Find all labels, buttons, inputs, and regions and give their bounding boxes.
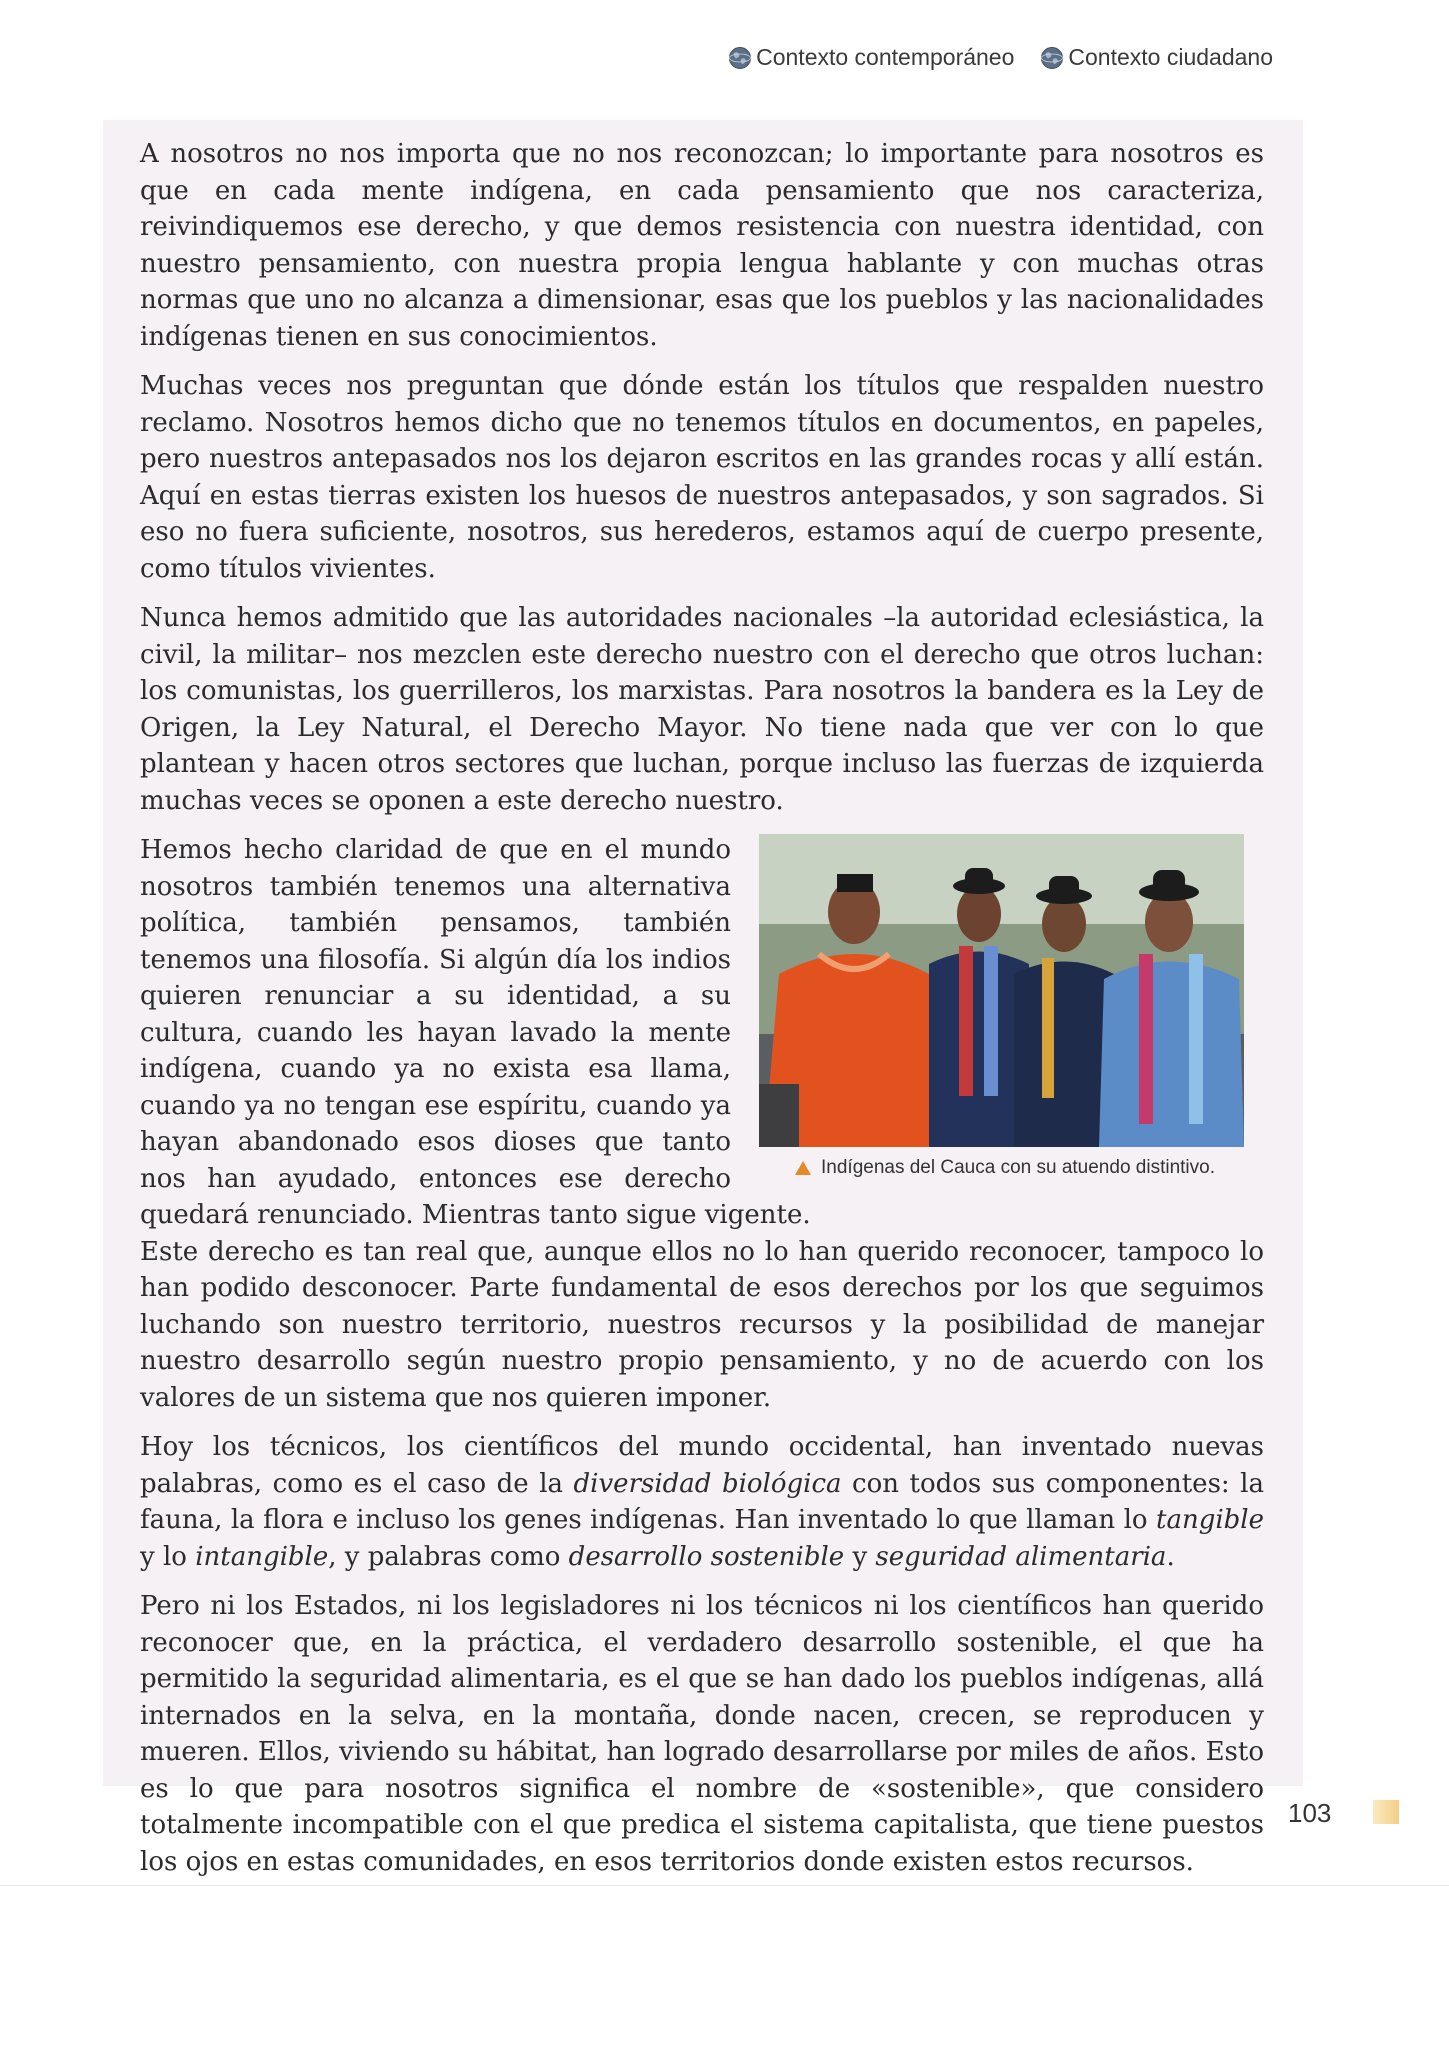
italic-term: seguridad alimentaria bbox=[875, 1541, 1167, 1572]
italic-term: desarrollo sostenible bbox=[568, 1541, 845, 1572]
header-item-contemporaneo bbox=[728, 44, 1014, 71]
header-item-ciudadano bbox=[1040, 44, 1273, 71]
paragraph-4: Hemos hecho claridad de que en el mundo nosotros también tenemos una alternativa política, también pensamos, también tenemos una filosofía. Si algún día los indios quieren renunciar a su identidad, a su cultura, cuando les hayan lavado la mente indígena, cuando ya no exista esa llama, cuando ya no tengan ese espíritu, cuando ya hayan abandonado esos dioses que tanto nos han ayudado, entonces ese derecho quedará renunciado. Mientras tanto sigue vigente. bbox=[140, 835, 811, 1230]
paragraph-7: Pero ni los Estados, ni los legisladores ni los técnicos ni los científicos han querido reconocer que, en la práctica, el verdadero desarrollo sostenible, el que ha permitido la seguridad alimentaria, es el que se han dado los pueblos indígenas, allá internados en la selva, en la montaña, donde nacen, crecen, se reproducen y mueren. Ellos, viviendo su hábitat, han logrado desarrollarse por miles de años. Esto es lo que para nosotros significa el nombre de «sostenible», que considero totalmente incompatible con el que predica el sistema capitalista, que tiene puestos los ojos en estas comunidades, en esos territorios donde existen estos recursos. bbox=[140, 1591, 1264, 1877]
italic-term: diversidad biológica bbox=[573, 1468, 842, 1499]
globe-icon bbox=[1040, 46, 1064, 70]
text-run: y bbox=[844, 1541, 876, 1572]
text-run: . bbox=[1166, 1541, 1175, 1572]
header-label: Contexto ciudadano bbox=[1068, 44, 1273, 70]
page-bottom-rule bbox=[0, 1885, 1449, 1886]
triangle-marker-icon bbox=[795, 1161, 811, 1175]
italic-term: intangible bbox=[195, 1541, 329, 1572]
paragraph-2: Muchas veces nos preguntan que dónde están los títulos que respalden nuestro reclamo. Nosotros hemos dicho que no tenemos títulos en documentos, en papeles, pero nuestros antepasados nos los dejaron escritos en las grandes rocas y allí están. Aquí en estas tierras existen los huesos de nuestros antepasados, y son sagrados. Si eso no fuera suficiente, nosotros, sus herederos, estamos aquí de cuerpo presente, como títulos vivientes. bbox=[140, 371, 1264, 584]
photo-indigenous-men bbox=[759, 834, 1244, 1147]
figure bbox=[759, 834, 1264, 1181]
figure-caption bbox=[759, 1155, 1264, 1181]
paragraph-6 bbox=[140, 1429, 1264, 1575]
caption-text: Indígenas del Cauca con su atuendo distintivo. bbox=[821, 1157, 1215, 1178]
text-run: y lo bbox=[140, 1541, 196, 1572]
paragraph-3: Nunca hemos admitido que las autoridades nacionales –la autoridad eclesiástica, la civil, la militar– nos mezclen este derecho nuestro con el derecho que otros luchan: los comunistas, los guerrilleros, los marxistas. Para nosotros la bandera es la Ley de Origen, la Ley Natural, el Derecho Mayor. No tiene nada que ver con lo que plantean y hacen otros sectores que luchan, porque incluso las fuerzas de izquierda muchas veces se oponen a este derecho nuestro. bbox=[140, 603, 1264, 816]
page-header bbox=[728, 44, 1273, 71]
page-number: 103 bbox=[1288, 1798, 1332, 1828]
text-run: con todos sus componentes: la fauna, la flora e incluso los genes indígenas. Han inventado lo que llaman lo bbox=[140, 1468, 1264, 1535]
italic-term: tangible bbox=[1156, 1505, 1264, 1535]
article-body bbox=[140, 136, 1264, 1893]
text-run: , y palabras como bbox=[328, 1541, 569, 1572]
paragraph-1: A nosotros no nos importa que no nos reconozcan; lo importante para nosotros es que en cada mente indígena, en cada pensamiento que nos caracteriza, reivindiquemos ese derecho, y que demos resistencia con nuestra identidad, con nuestro pensamiento, con nuestra propia lengua hablante y con muchas otras normas que uno no alcanza a dimensionar, esas que los pueblos y las nacionalidades indígenas tienen en sus conocimientos. bbox=[140, 139, 1264, 352]
page-tab-marker bbox=[1373, 1800, 1399, 1824]
header-label: Contexto contemporáneo bbox=[756, 44, 1015, 70]
paragraph-with-figure bbox=[140, 832, 1264, 1234]
text-run: Hoy los técnicos, los científicos del mundo occidental, han inventado nuevas palabras, como es el caso de la bbox=[140, 1432, 1264, 1499]
paragraph-5: Este derecho es tan real que, aunque ellos no lo han querido reconocer, tampoco lo han podido desconocer. Parte fundamental de esos derechos por los que seguimos luchando son nuestro territorio, nuestros recursos y la posibilidad de manejar nuestro desarrollo según nuestro propio pensamiento, y no de acuerdo con los valores de un sistema que nos quieren imponer. bbox=[140, 1236, 1264, 1413]
globe-icon bbox=[728, 46, 752, 70]
